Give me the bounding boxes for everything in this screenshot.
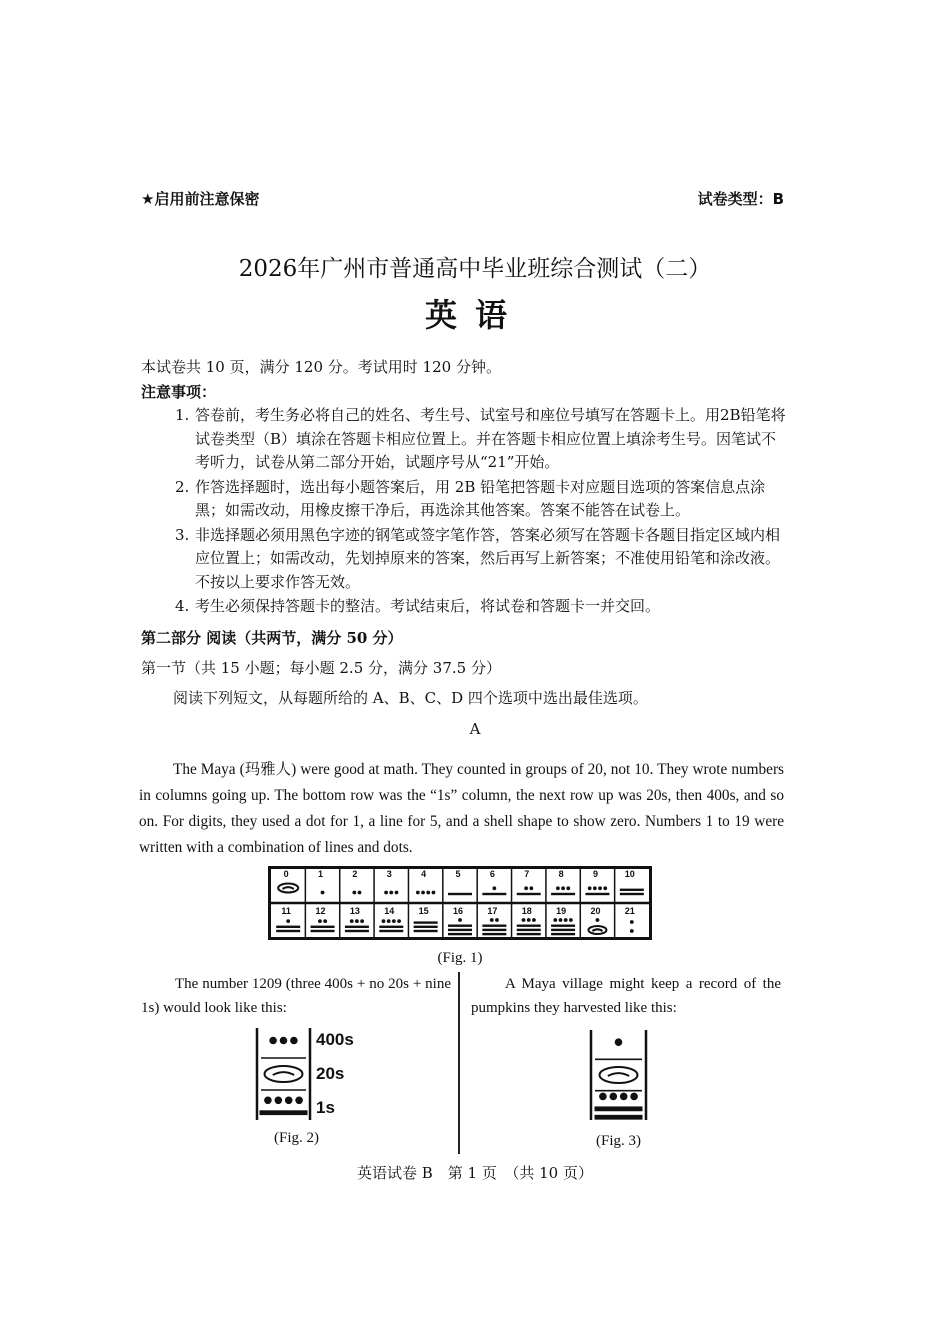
fig2-label-400s: 400s [316, 1030, 354, 1049]
numeral-bar [482, 893, 506, 895]
numeral-value-label: 17 [487, 906, 498, 916]
passage-label: A [469, 720, 481, 738]
exam-title: 2026年广州市普通高中毕业班综合测试（二） [238, 256, 712, 282]
numeral-dot [598, 886, 602, 890]
numeral-dot [522, 918, 526, 922]
numeral-dot [426, 891, 430, 895]
numeral-value-label: 8 [558, 869, 564, 879]
exam-intro: 本试卷共 10 页，满分 120 分。考试用时 120 分钟。 [141, 358, 501, 376]
numeral-value-label: 19 [556, 906, 567, 916]
numeral-bar [260, 1110, 308, 1115]
numeral-dot [553, 918, 557, 922]
numeral-dot [421, 891, 425, 895]
numeral-dot [321, 891, 325, 895]
numeral-bar [517, 929, 541, 931]
numeral-bar [551, 929, 575, 931]
numeral-dot [269, 1037, 277, 1045]
numeral-dot [556, 886, 560, 890]
numeral-dot [620, 1093, 628, 1101]
numeral-dot [559, 918, 563, 922]
numeral-bar [595, 1115, 643, 1120]
numeral-dot [358, 891, 362, 895]
numeral-bar [448, 893, 472, 895]
numeral-bar [595, 1106, 643, 1111]
numeral-dot [355, 919, 359, 923]
numeral-dot [458, 918, 462, 922]
note-text: 作答选择题时，选出每小题答案后，用 2B 铅笔把答题卡对应题目选项的答案信息点涂黑；如需改动，用橡皮擦干净后，再选涂其他答案。答案不能答在试卷上。 [195, 477, 766, 519]
fig3-description: A Maya village might keep a record of the pumpkins they harvested like this: [471, 976, 781, 1016]
numeral-value-label: 11 [281, 906, 291, 916]
numeral-bar [276, 926, 300, 928]
numeral-value-label: 1 [318, 869, 324, 879]
numeral-dot [285, 1097, 293, 1105]
numeral-dot [561, 886, 565, 890]
numeral-dot [524, 886, 528, 890]
numeral-value-label: 6 [489, 869, 495, 879]
numeral-value-label: 14 [384, 906, 395, 916]
numeral-value-label: 16 [452, 906, 464, 916]
numeral-dot [566, 886, 570, 890]
numeral-bar [414, 926, 438, 928]
note-item [175, 476, 790, 523]
notes-list [175, 404, 790, 620]
numeral-dot [384, 891, 388, 895]
numeral-bar [379, 926, 403, 928]
numeral-value-label: 20 [590, 906, 601, 916]
numeral-bar [517, 893, 541, 895]
numeral-bar [482, 933, 506, 935]
subject-title: 英语 [424, 296, 525, 334]
numeral-bar [517, 925, 541, 927]
numeral-dot [596, 918, 600, 922]
numeral-bar [311, 926, 335, 928]
notes-heading: 注意事项： [141, 383, 217, 401]
numeral-bar [276, 930, 300, 932]
shell-zero-symbol [600, 1067, 638, 1083]
numeral-dot [490, 918, 494, 922]
numeral-dot [492, 886, 496, 890]
fig2-label-1s: 1s [316, 1098, 335, 1117]
numeral-bar [585, 893, 609, 895]
note-text: 答卷前，考生务必将自己的姓名、考生号、试室号和座位号填写在答题卡上。用2B铅笔将试卷类型（B）填涂在答题卡相应位置上。并在答题卡相应位置上填涂考生号。因笔试不考听力，试卷从第二部分开始，试题序号从“21”开始。 [195, 406, 786, 471]
numeral-dot [360, 919, 364, 923]
numeral-dot [416, 891, 420, 895]
note-item [175, 404, 790, 475]
shell-zero-symbol [265, 1066, 303, 1082]
note-number: 3. [175, 525, 190, 544]
note-item [175, 524, 790, 595]
note-number: 2. [175, 477, 190, 496]
fig2-label-20s: 20s [316, 1064, 345, 1083]
confidential-notice: ★启用前注意保密 [141, 190, 260, 208]
paper-type: 试卷类型：B [697, 190, 784, 208]
numeral-bar [379, 930, 403, 932]
numeral-value-label: 0 [283, 869, 289, 879]
numeral-dot [290, 1037, 298, 1045]
numeral-dot [264, 1097, 272, 1105]
numeral-bar [345, 926, 369, 928]
note-text: 考生必须保持答题卡的整洁。考试结束后，将试卷和答题卡一并交回。 [195, 597, 661, 615]
numeral-dot [527, 918, 531, 922]
numeral-dot [630, 1093, 638, 1101]
numeral-bar [482, 929, 506, 931]
numeral-value-label: 15 [418, 906, 429, 916]
column-divider [458, 972, 460, 1154]
numeral-bar [414, 930, 438, 932]
numeral-dot [615, 1038, 623, 1046]
numeral-dot [350, 919, 354, 923]
numeral-bar [551, 933, 575, 935]
numeral-bar [448, 929, 472, 931]
numeral-value-label: 10 [624, 869, 635, 879]
numeral-dot [275, 1097, 283, 1105]
numeral-dot [569, 918, 573, 922]
numeral-dot [630, 929, 634, 933]
fig1-caption: (Fig. 1) [437, 950, 483, 966]
numeral-dot [610, 1093, 618, 1101]
numeral-bar [345, 930, 369, 932]
numeral-bar [448, 925, 472, 927]
note-text: 非选择题必须用黑色字迹的钢笔或签字笔作答，答案必须写在答题卡各题目指定区域内相应位置上；如需改动，先划掉原来的答案，然后再写上新答案；不准使用铅笔和涂改液。不按以上要求作答无效。 [195, 525, 781, 591]
numeral-value-label: 12 [315, 906, 326, 916]
numeral-dot [280, 1037, 288, 1045]
maya-numeral-table [268, 866, 652, 940]
numeral-dot [529, 886, 533, 890]
numeral-dot [392, 919, 396, 923]
reading-instruction: 阅读下列短文，从每题所给的 A、B、C、D 四个选项中选出最佳选项。 [173, 689, 648, 707]
fig2-description: The number 1209 (three 400s + no 20s + nine 1s) would look like this: [141, 976, 451, 1016]
numeral-dot [323, 919, 327, 923]
numeral-bar [551, 893, 575, 895]
numeral-dot [389, 891, 393, 895]
numeral-dot [593, 886, 597, 890]
numeral-dot [318, 919, 322, 923]
numeral-dot [603, 886, 607, 890]
numeral-dot [352, 891, 356, 895]
numeral-dot [599, 1093, 607, 1101]
numeral-bar [311, 930, 335, 932]
numeral-dot [397, 919, 401, 923]
numeral-value-label: 4 [421, 869, 427, 879]
numeral-value-label: 5 [455, 869, 461, 879]
numeral-dot [495, 918, 499, 922]
numeral-bar [482, 925, 506, 927]
numeral-value-label: 9 [592, 869, 598, 879]
fig2-caption: (Fig. 2) [274, 1130, 319, 1146]
numeral-value-label: 3 [386, 869, 392, 879]
part-heading: 第二部分 阅读（共两节，满分 50 分） [141, 629, 403, 647]
numeral-bar [620, 893, 644, 895]
numeral-value-label: 7 [524, 869, 530, 879]
numeral-dot [286, 919, 290, 923]
fig3-maya-pumpkins [588, 1028, 650, 1122]
section-heading: 第一节（共 15 小题；每小题 2.5 分，满分 37.5 分） [141, 659, 501, 677]
numeral-value-label: 2 [352, 869, 358, 879]
numeral-value-label: 13 [349, 906, 360, 916]
passage-text: The Maya (玛雅人) were good at math. They counted in groups of 20, not 10. They wrote numbers in columns going up. The bottom row was the “1s” column, the next row up was 20s, then 400s, and so on. For digits, they used a dot for 1, a line for 5, and a shell shape to show zero. Numbers 1 to 19 were written with a combination of lines and dots. [139, 761, 784, 856]
note-item [175, 595, 790, 619]
numeral-dot [432, 891, 436, 895]
numeral-bar [620, 889, 644, 891]
numeral-dot [295, 1097, 303, 1105]
numeral-value-label: 21 [624, 906, 635, 916]
numeral-dot [630, 920, 634, 924]
numeral-bar [448, 933, 472, 935]
numeral-bar [517, 933, 541, 935]
numeral-bar [414, 921, 438, 923]
numeral-dot [382, 919, 386, 923]
numeral-dot [588, 886, 592, 890]
fig3-caption: (Fig. 3) [596, 1133, 641, 1149]
page-footer: 英语试卷 B 第 1 页 （共 10 页） [357, 1164, 593, 1182]
note-number: 1. [175, 406, 190, 424]
numeral-value-label: 18 [521, 906, 532, 916]
numeral-bar [551, 925, 575, 927]
note-number: 4. [175, 597, 190, 615]
numeral-dot [395, 891, 399, 895]
numeral-dot [564, 918, 568, 922]
numeral-dot [532, 918, 536, 922]
numeral-dot [387, 919, 391, 923]
